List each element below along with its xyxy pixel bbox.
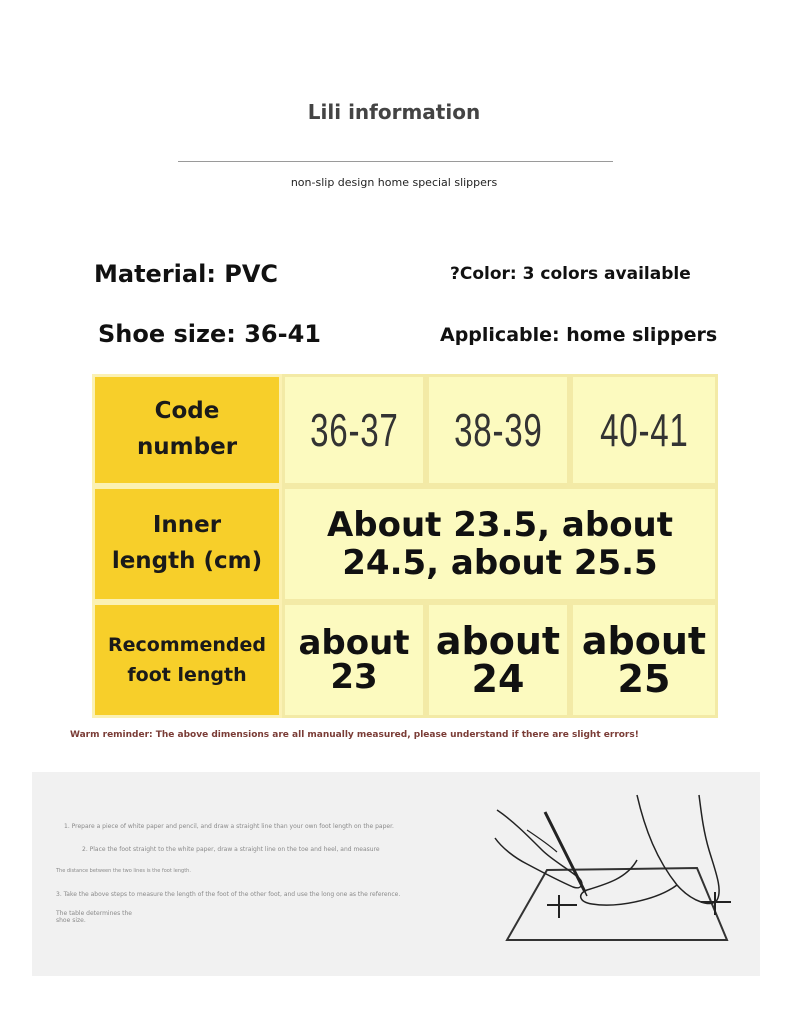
inner-length-value: [282, 486, 718, 602]
leg-outline: [637, 795, 719, 904]
foot-length-word: about: [298, 623, 410, 663]
code-number-label-line1: Code: [154, 398, 220, 425]
hand-outline: [495, 810, 582, 888]
size-cell-36-37: [282, 374, 426, 486]
size-cell-38-39: [426, 374, 570, 486]
inner-length-line1: About 23.5, about: [326, 504, 674, 545]
instruction-step-1: 1. Prepare a piece of white paper and pencil, and draw a straight line than your own foot length on the paper.: [64, 823, 394, 830]
foot-length-word: about: [435, 619, 561, 663]
foot-length-label-line1: Recommended: [108, 633, 266, 656]
foot-length-cell-23: [282, 602, 426, 718]
inner-length-header: [92, 486, 282, 602]
foot-length-number: 24: [471, 657, 525, 701]
inner-length-label-line1: Inner: [152, 512, 222, 539]
foot-length-cell-25: [570, 602, 718, 718]
size-table: [92, 374, 718, 718]
warm-reminder: Warm reminder: The above dimensions are all manually measured, please understand if there are slight errors!: [70, 730, 639, 740]
foot-length-header: [92, 602, 282, 718]
foot-measuring-illustration: [487, 790, 747, 962]
instruction-step-4a: The table determines the: [56, 910, 132, 917]
instruction-step-2: 2. Place the foot straight to the white paper, draw a straight line on the toe and heel, and measure: [82, 846, 380, 853]
measure-instructions-panel: [32, 772, 760, 976]
foot-length-number: 23: [330, 657, 378, 697]
size-cell-40-41: [570, 374, 718, 486]
pencil-icon: [545, 812, 585, 892]
foot-length-cell-24: [426, 602, 570, 718]
shoe-size-spec: Shoe size: 36-41: [98, 320, 321, 348]
title-divider: [178, 161, 613, 162]
foot-length-label-line2: foot length: [127, 664, 247, 686]
code-number-label-line2: number: [136, 434, 238, 460]
color-spec: ?Color: 3 colors available: [450, 264, 691, 284]
foot-length-word: about: [581, 619, 707, 663]
size-value: 36-37: [309, 404, 399, 456]
applicable-spec: Applicable: home slippers: [440, 324, 718, 346]
finger-outline: [527, 830, 557, 852]
page-subtitle: non-slip design home special slippers: [290, 176, 498, 189]
code-number-header: [92, 374, 282, 486]
instruction-step-4b: shoe size.: [56, 917, 86, 924]
instruction-step-3: 3. Take the above steps to measure the length of the foot of the other foot, and use the long one as the reference.: [56, 891, 401, 898]
size-value: 38-39: [453, 404, 543, 456]
page-title: Lili information: [307, 100, 481, 124]
size-value: 40-41: [599, 404, 689, 456]
instruction-step-2-note: The distance between the two lines is the foot length.: [56, 868, 191, 874]
inner-length-label-line2: length (cm): [111, 548, 263, 574]
inner-length-line2: 24.5, about 25.5: [342, 543, 658, 583]
material-spec: Material: PVC: [94, 260, 279, 288]
foot-length-number: 25: [617, 657, 671, 701]
foot-outline: [581, 860, 677, 905]
